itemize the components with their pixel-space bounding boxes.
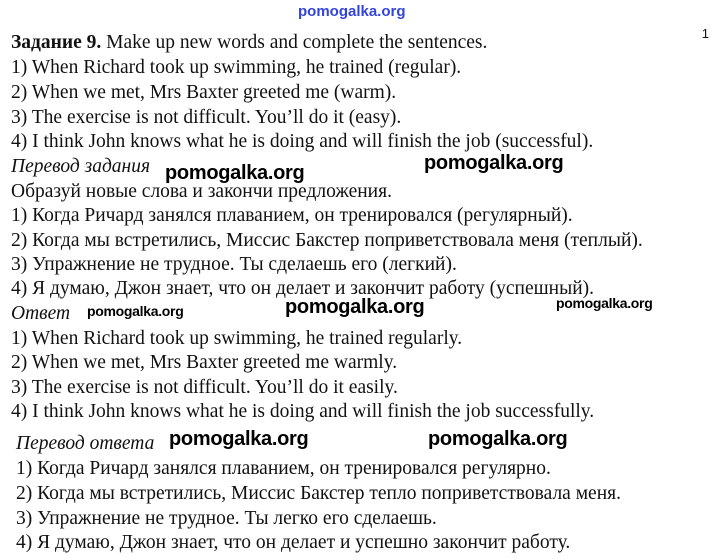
watermark-top: pomogalka.org xyxy=(298,3,406,20)
watermark: pomogalka.org xyxy=(165,162,305,184)
task-item: 4) I think John knows what he is doing and will finish the job (successful). xyxy=(11,131,594,152)
answer-translation-item: 3) Упражнение не трудное. Ты легко его сделаешь. xyxy=(16,508,437,529)
corner-mark: 1 xyxy=(701,26,709,41)
watermark: pomogalka.org xyxy=(556,295,653,311)
task-translation-item: 3) Упражнение не трудное. Ты сделаешь его (легкий). xyxy=(11,254,457,275)
answer-item: 1) When Richard took up swimming, he trained regularly. xyxy=(11,328,463,349)
task-translation-item: 2) Когда мы встретились, Миссис Бакстер поприветствовала меня (теплый). xyxy=(11,230,643,251)
watermark: pomogalka.org xyxy=(428,428,568,450)
task-translation-item: 1) Когда Ричард занялся плаванием, он тренировался (регулярный). xyxy=(11,205,573,226)
answer-translation-item: 4) Я думаю, Джон знает, что он делает и успешно закончит работу. xyxy=(16,532,571,553)
task-translation-heading: Перевод задания xyxy=(11,156,151,177)
answer-translation-heading: Перевод ответа xyxy=(16,433,155,454)
task-item: 3) The exercise is not difficult. You’ll do it (easy). xyxy=(11,107,402,128)
answer-translation-item: 1) Когда Ричард занялся плаванием, он тренировался регулярно. xyxy=(16,458,551,479)
watermark: pomogalka.org xyxy=(285,296,425,318)
answer-item: 4) I think John knows what he is doing and will finish the job successfully. xyxy=(11,401,595,422)
task-translation-intro: Образуй новые слова и закончи предложения. xyxy=(11,181,392,202)
watermark: pomogalka.org xyxy=(424,152,564,174)
task-number: Задание 9. xyxy=(11,32,102,53)
task-instruction: Make up new words and complete the sentences. xyxy=(101,32,488,53)
answer-heading: Ответ xyxy=(11,303,71,324)
answer-item: 3) The exercise is not difficult. You’ll do it easily. xyxy=(11,377,398,398)
watermark: pomogalka.org xyxy=(87,303,184,319)
answer-item: 2) When we met, Mrs Baxter greeted me warmly. xyxy=(11,352,398,373)
watermark: pomogalka.org xyxy=(169,428,309,450)
task-item: 2) When we met, Mrs Baxter greeted me (warm). xyxy=(11,82,397,103)
task-item: 1) When Richard took up swimming, he trained (regular). xyxy=(11,57,462,78)
task-translation-item: 4) Я думаю, Джон знает, что он делает и закончит работу (успешный). xyxy=(11,278,595,299)
answer-translation-item: 2) Когда мы встретились, Миссис Бакстер тепло поприветствовала меня. xyxy=(16,483,621,504)
task-header xyxy=(11,32,487,54)
